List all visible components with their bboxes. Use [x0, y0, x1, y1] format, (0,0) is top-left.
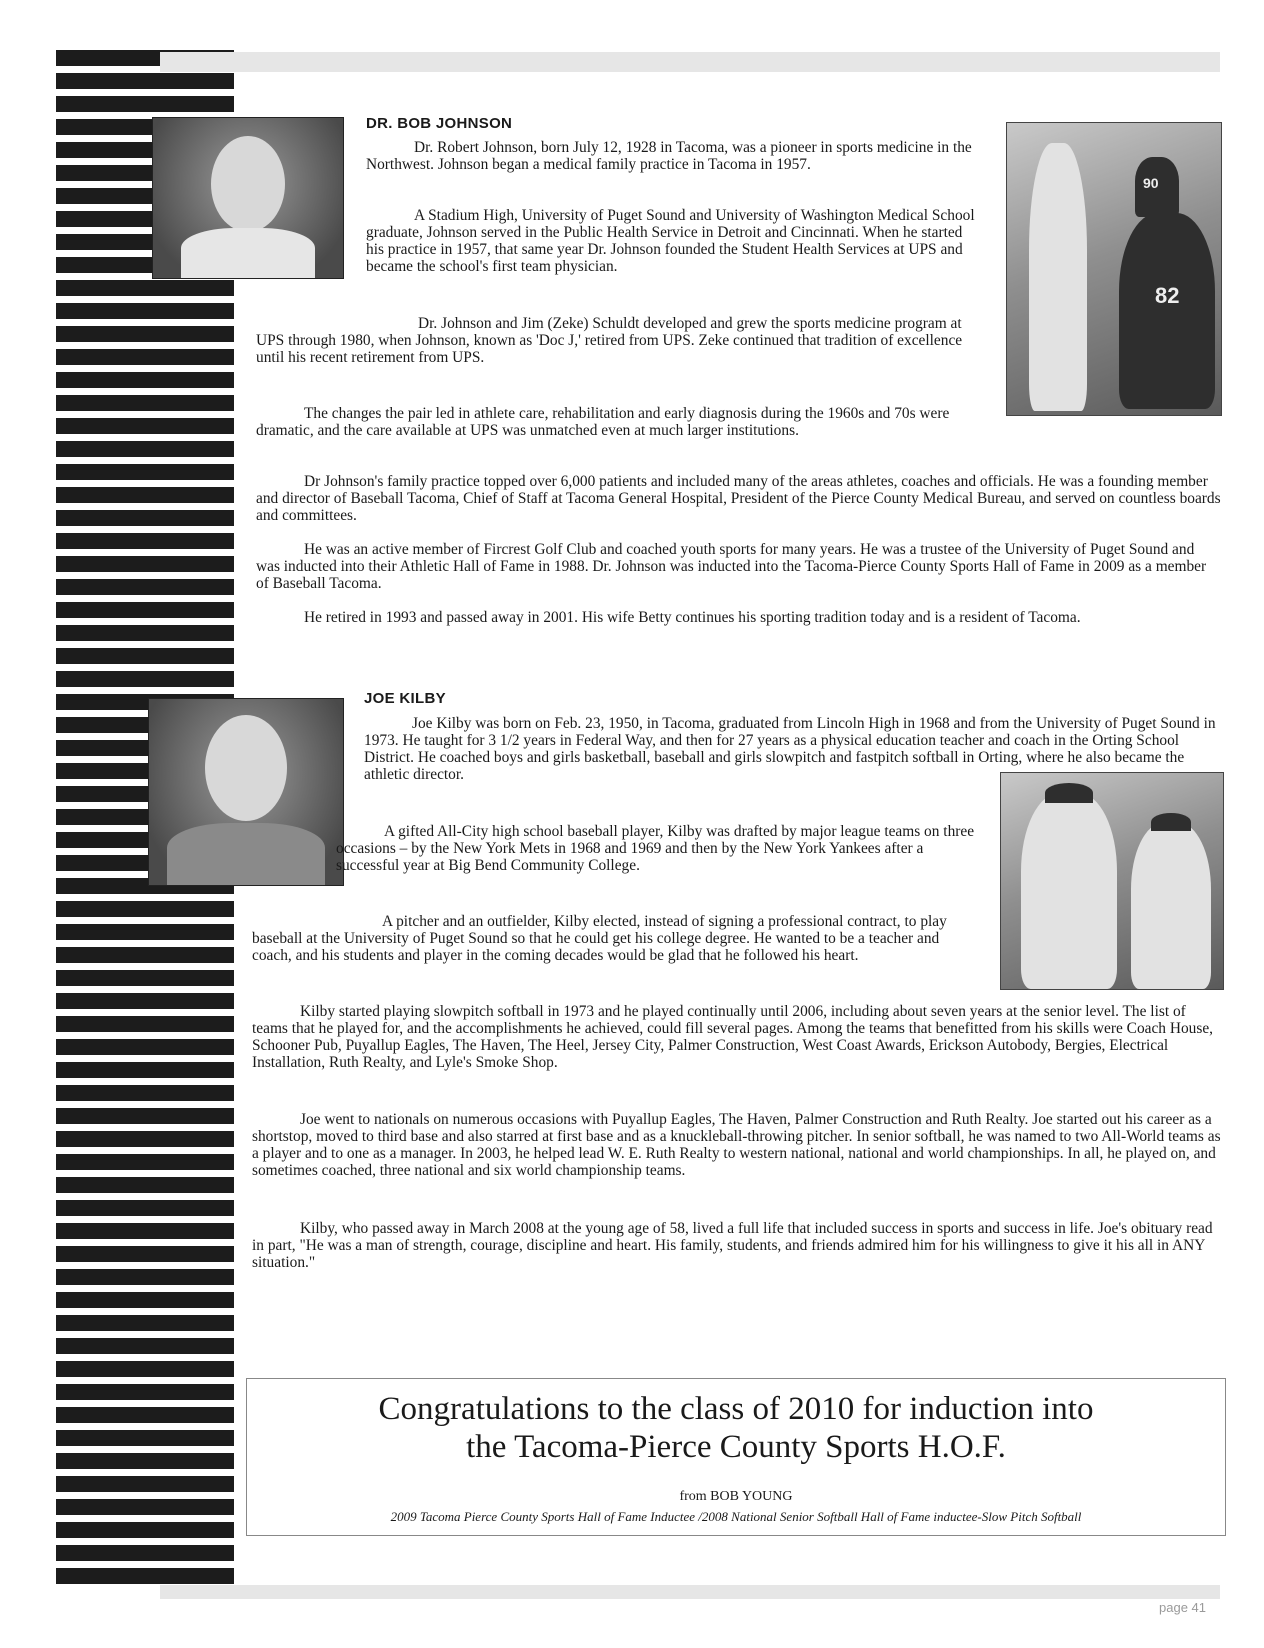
congratulations-line-2: the Tacoma-Pierce County Sports H.O.F. [466, 1429, 1006, 1465]
congratulations-box [246, 1378, 1226, 1536]
kilby-paragraph: A pitcher and an outfielder, Kilby elected, instead of signing a professional contract, to play baseball at the University of Puget Sound so that he could get his college degree. He wanted to be a teacher and coach, and his students and player in the coming decades would be glad that he followed his heart. [252, 913, 947, 964]
page-number: page 41 [1159, 1600, 1206, 1615]
sideline-football-photo [1006, 122, 1222, 416]
joe-kilby-name: JOE KILBY [364, 690, 446, 707]
kilby-paragraph: Kilby started playing slowpitch softball in 1973 and he played continually until 2006, including about seven years at the senior level. The list of teams that he played for, and the accomplishments he achieved, could fill several pages. Among the teams that benefitted from his skills were Coach House, Schooner Pub, Puyallup Eagles, The Haven, The Heel, Jersey City, Palmer Construction, West Coast Awards, Erickson Autobody, Bergies, Electrical Installation, Ruth Realty, and Lyle's Smoke Shop. [252, 1003, 1214, 1071]
top-band [160, 52, 1220, 72]
bob-johnson-portrait [152, 117, 344, 279]
bob-johnson-name: DR. BOB JOHNSON [366, 115, 513, 132]
from-line: from BOB YOUNG [679, 1489, 793, 1504]
kilby-paragraph: Joe Kilby was born on Feb. 23, 1950, in Tacoma, graduated from Lincoln High in 1968 and from the University of Puget Sound in 1973. He taught for 3 1/2 years in Federal Way, and then for 27 years as a physical education teacher and coach in the Orting School District. He coached boys and girls basketball, baseball and girls slowpitch and fastpitch softball in Orting, where he also became the athletic director. [364, 715, 1216, 783]
credit-line: 2009 Tacoma Pierce County Sports Hall of Fame Inductee /2008 National Senior Softball Hall of Fame inductee-Slow Pitch Softball [390, 1509, 1082, 1524]
johnson-paragraph: Dr. Johnson and Jim (Zeke) Schuldt developed and grew the sports medicine program at UPS through 1980, when Johnson, known as 'Doc J,' retired from UPS. Zeke continued that tradition of excellence until his recent retirement from UPS. [256, 315, 963, 366]
kilby-paragraph: A gifted All-City high school baseball player, Kilby was drafted by major league teams on three occasions – by the New York Mets in 1968 and 1969 and then by the New York Yankees after a successful year at Big Bend Community College. [336, 823, 975, 874]
johnson-paragraph: The changes the pair led in athlete care, rehabilitation and early diagnosis during the 1960s and 70s were dramatic, and the care available at UPS was unmatched even at much larger institutions. [256, 405, 950, 439]
joe-kilby-portrait [148, 698, 344, 886]
jersey-number-90: 90 [1143, 175, 1159, 191]
kilby-paragraph: Joe went to nationals on numerous occasions with Puyallup Eagles, The Haven, Palmer Construction and Ruth Realty. Joe started out his career as a shortstop, moved to third base and also starred at first base and as a knuckleball-throwing pitcher. In senior softball, he was named to two All-World teams as a player and to one as a manager. In 2003, he helped lead W. E. Ruth Realty to western national, national and world championships. In all, he played on, and sometimes coached, three national and six world championship teams. [252, 1111, 1221, 1179]
softball-players-photo [1000, 772, 1224, 990]
johnson-paragraph: A Stadium High, University of Puget Sound and University of Washington Medical School graduate, Johnson served in the Public Health Service in Detroit and Cincinnati. When he started his practice in 1957, that same year Dr. Johnson founded the Student Health Services at UPS and became the school's first team physician. [366, 207, 975, 275]
kilby-paragraph: Kilby, who passed away in March 2008 at the young age of 58, lived a full life that included success in sports and success in life. Joe's obituary read in part, "He was a man of strength, courage, discipline and heart. His family, students, and friends admired him for his willingness to give it his all in ANY situation." [252, 1220, 1213, 1271]
johnson-paragraph: He retired in 1993 and passed away in 2001. His wife Betty continues his sporting tradition today and is a resident of Tacoma. [304, 609, 1081, 626]
congratulations-line-1: Congratulations to the class of 2010 for induction into [378, 1391, 1094, 1427]
johnson-paragraph: Dr. Robert Johnson, born July 12, 1928 in Tacoma, was a pioneer in sports medicine in the Northwest. Johnson began a medical family practice in Tacoma in 1957. [366, 139, 972, 173]
johnson-paragraph: Dr Johnson's family practice topped over 6,000 patients and included many of the areas athletes, coaches and officials. He was a founding member and director of Baseball Tacoma, Chief of Staff at Tacoma General Hospital, President of the Pierce County Medical Bureau, and served on countless boards and committees. [256, 473, 1221, 524]
johnson-paragraph: He was an active member of Fircrest Golf Club and coached youth sports for many years. He was a trustee of the University of Puget Sound and was inducted into their Athletic Hall of Fame in 1988. Dr. Johnson was inducted into the Tacoma-Pierce County Sports Hall of Fame in 2009 as a member of Baseball Tacoma. [256, 541, 1207, 592]
jersey-number-82: 82 [1155, 283, 1180, 308]
bottom-band [160, 1585, 1220, 1599]
